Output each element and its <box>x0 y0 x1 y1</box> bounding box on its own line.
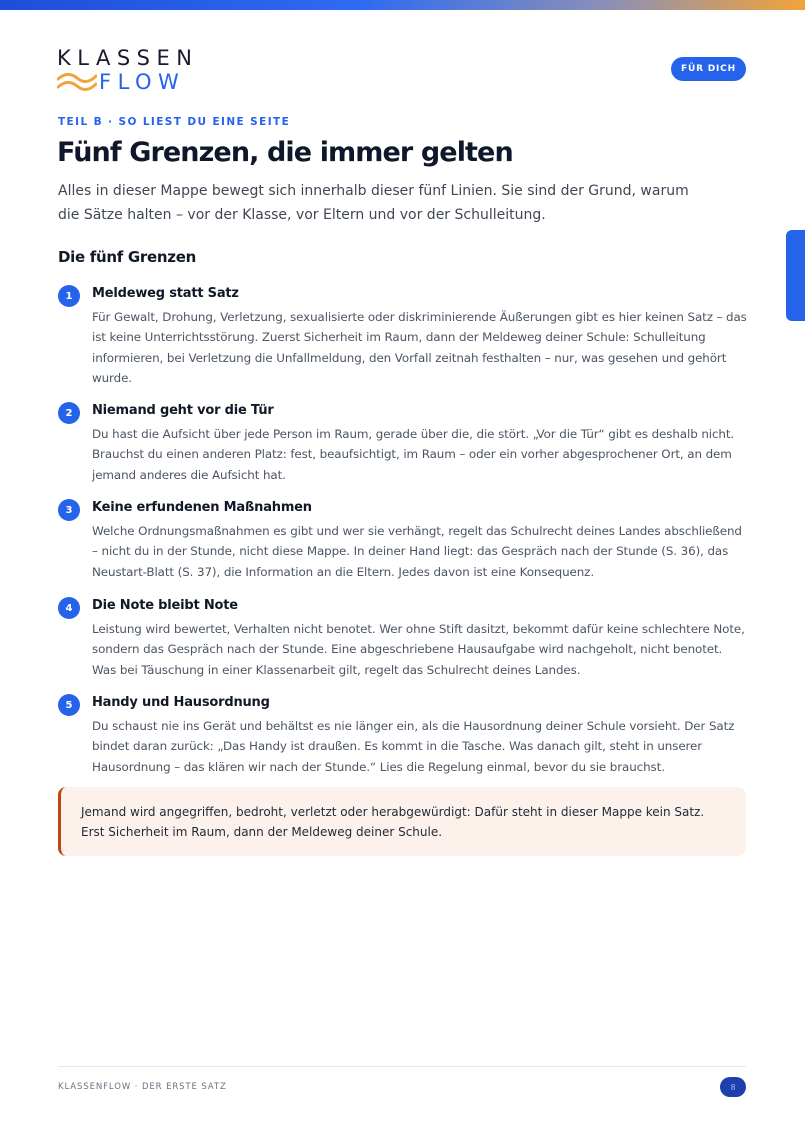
intro-paragraph: Alles in dieser Mappe bewegt sich innerhalb dieser fünf Linien. Sie sind der Grund, warum die Sätze halten – vor der Klasse, vor Eltern und vor der Schulleitung. <box>58 183 689 223</box>
boundary-title: Meldeweg statt Satz <box>92 286 239 301</box>
boundary-title: Die Note bleibt Note <box>92 598 238 613</box>
boundary-body: Du schaust nie ins Gerät und behältst es nie länger ein, als die Hausordnung deiner Schule vorsieht. Der Satz bindet daran zurück: „Das Handy ist draußen. Es kommt in die Tasche. Was danach gilt, steht in unserer Hausordnung – das klären wir nach der Stunde.“ Lies die Regelung einmal, bevor du sie brauchst. <box>92 719 735 774</box>
boundary-title: Handy und Hausordnung <box>92 695 270 710</box>
klassenflow-logo <box>57 46 197 96</box>
section-heading: Die fünf Grenzen <box>58 248 196 266</box>
number-badge: 4 <box>58 597 80 619</box>
page-title: Fünf Grenzen, die immer gelten <box>57 137 513 168</box>
number-badge: 5 <box>58 694 80 716</box>
warning-callout <box>58 787 746 856</box>
top-gradient-bar <box>0 0 805 10</box>
page-number: 8 <box>720 1077 746 1097</box>
section-eyebrow: TEIL B · SO LIEST DU EINE SEITE <box>58 116 291 128</box>
wave-icon <box>57 72 97 92</box>
number-badge: 2 <box>58 402 80 424</box>
boundary-body: Für Gewalt, Drohung, Verletzung, sexualisierte oder diskriminierende Äußerungen gibt es hier keinen Satz – das ist keine Unterrichtsstörung. Zuerst Sicherheit im Raum, dann der Meldeweg deiner Schule: Schulleitung informieren, bei Verletzung die Unfallmeldung, den Vorfall zeitnah festhalten – nur, was gesehen und gehört wurde. <box>92 310 747 386</box>
boundary-title: Keine erfundenen Maßnahmen <box>92 500 312 515</box>
warning-callout-text: Jemand wird angegriffen, bedroht, verletzt oder herabgewürdigt: Dafür steht in dieser Mappe kein Satz. Erst Sicherheit im Raum, dann der Meldeweg deiner Schule. <box>81 805 705 839</box>
footer-divider <box>58 1066 746 1067</box>
logo-wordmark-bottom: FLOW <box>99 70 186 94</box>
logo-wordmark-top: KLASSEN <box>57 46 199 70</box>
boundary-body: Du hast die Aufsicht über jede Person im Raum, gerade über die, die stört. „Vor die Tür“ gibt es deshalb nicht. Brauchst du einen anderen Platz: fest, beaufsichtigt, im Raum – oder ein vorher abgesprochener Ort, an dem jemand anderes die Aufsicht hat. <box>92 427 735 482</box>
logo-bottom-row <box>57 70 197 94</box>
footer-label: KLASSENFLOW · DER ERSTE SATZ <box>58 1082 227 1092</box>
number-badge: 3 <box>58 499 80 521</box>
number-badge: 1 <box>58 285 80 307</box>
boundary-title: Niemand geht vor die Tür <box>92 403 274 418</box>
boundary-body: Welche Ordnungsmaßnahmen es gibt und wer sie verhängt, regelt das Schulrecht deines Landes abschließend – nicht du in der Stunde, nicht diese Mappe. In deiner Hand liegt: das Gespräch nach der Stunde (S. 36), das Neustart-Blatt (S. 37), die Information an die Eltern. Jedes davon ist eine Konsequenz. <box>92 524 742 579</box>
audience-badge: FÜR DICH <box>671 57 746 81</box>
side-tab-marker <box>786 230 805 321</box>
boundary-body: Leistung wird bewertet, Verhalten nicht benotet. Wer ohne Stift dasitzt, bekommt dafür keine schlechtere Note, sondern das Gespräch nach der Stunde. Eine abgeschriebene Hausaufgabe wird nachgeholt, nicht benotet. Was bei Täuschung in einer Klassenarbeit gilt, regelt das Schulrecht deines Landes. <box>92 622 745 677</box>
